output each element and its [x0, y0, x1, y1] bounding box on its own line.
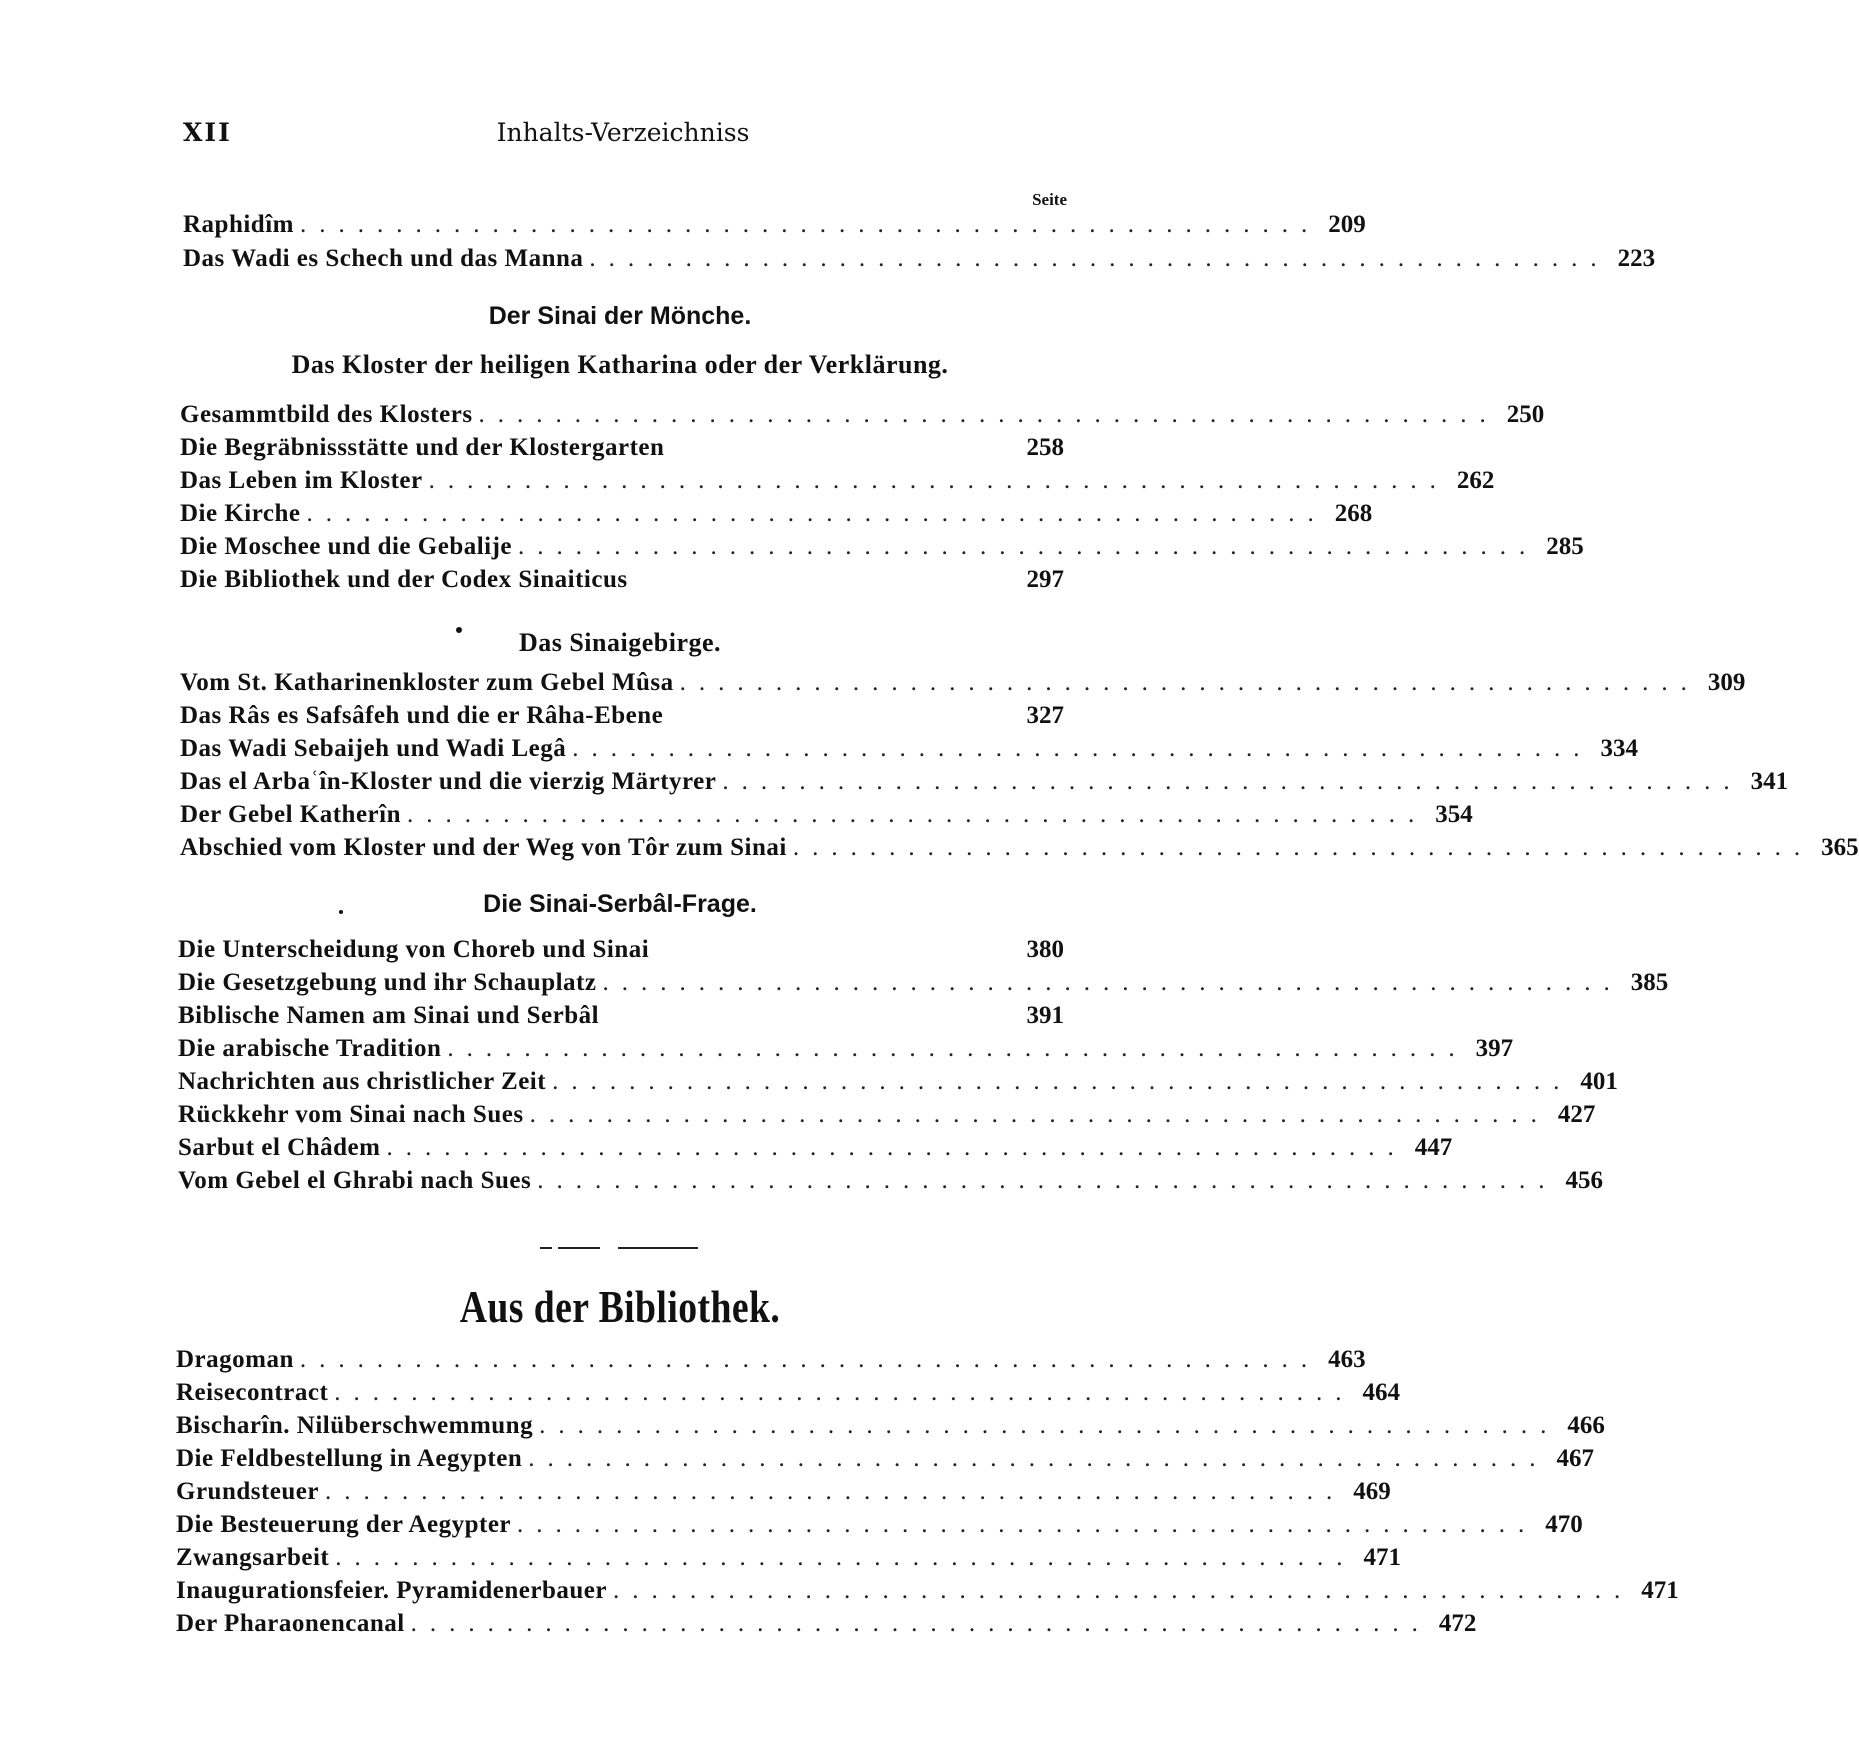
toc-entry — [178, 1034, 1514, 1064]
entry-title: Zwangsarbeit — [176, 1544, 330, 1571]
dot-leader: ..................................................... — [792, 834, 1814, 861]
entry-title: Nachrichten aus christlicher Zeit — [178, 1068, 547, 1095]
entry-title: Die Feldbestellung in Aegypten — [176, 1445, 523, 1472]
entry-title: Bischarîn. Nilüberschwemmung — [176, 1412, 534, 1439]
dot-leader: ..................................................... — [335, 1544, 1356, 1571]
dot-leader: ..................................................... — [447, 1035, 1468, 1062]
toc-entry — [183, 210, 1366, 240]
toc-entry — [176, 1444, 1595, 1474]
entry-page: 334 — [1600, 735, 1638, 762]
entry-title: Vom Gebel el Ghrabi nach Sues — [178, 1167, 532, 1194]
dot-leader: ..................................................... — [478, 401, 1499, 428]
toc-entry — [178, 968, 1669, 998]
entry-page: 262 — [1456, 467, 1495, 494]
dot-leader: ..................................................... — [299, 1346, 1321, 1373]
page-number-roman: XII — [183, 118, 232, 147]
dot-leader: ..................................................... — [602, 969, 1623, 996]
dot-leader: ..................................................... — [612, 1577, 1634, 1604]
entry-title: Inaugurationsfeier. Pyramidenerbauer — [176, 1577, 607, 1604]
entry-page: 456 — [1565, 1167, 1603, 1194]
toc-entry — [178, 1067, 1618, 1097]
entry-title: Die Gesetzgebung und ihr Schauplatz — [178, 969, 597, 996]
entry-page: 463 — [1328, 1346, 1366, 1373]
entry-title: Grundsteuer — [176, 1478, 319, 1505]
dot-leader: ..................................................... — [325, 1478, 1346, 1505]
entry-page: 209 — [1328, 211, 1366, 238]
toc-entry — [180, 701, 1064, 731]
entry-title: Der Pharaonencanal — [176, 1610, 405, 1637]
entry-page: 471 — [1641, 1577, 1679, 1604]
entry-page: 250 — [1506, 401, 1545, 428]
dot-leader: ..................................................... — [537, 1167, 1558, 1194]
dot-leader: ..................................................... — [334, 1379, 1355, 1406]
toc-entry — [178, 1166, 1603, 1196]
toc-entry — [180, 833, 1859, 863]
dot-leader: ..................................................... — [572, 735, 1593, 762]
toc-entry — [176, 1510, 1583, 1540]
toc-entry — [180, 499, 1373, 529]
toc-entry — [176, 1477, 1391, 1507]
dot-leader: ..................................................... — [517, 1511, 1538, 1538]
entry-title: Die arabische Tradition — [178, 1035, 442, 1062]
entry-title: Die Unterscheidung von Choreb und Sinai — [178, 936, 650, 963]
dot-leader: ..................................................... — [407, 801, 1428, 828]
entry-page: 447 — [1414, 1134, 1453, 1161]
toc-entry — [178, 935, 1064, 965]
toc-entry — [180, 565, 1064, 595]
section-heading-major: Aus der Bibliothek. — [459, 1281, 781, 1332]
entry-page: 285 — [1546, 533, 1584, 560]
entry-page: 469 — [1353, 1478, 1391, 1505]
entry-page: 391 — [1026, 1002, 1064, 1029]
divider-rule — [558, 1247, 600, 1249]
entry-title: Biblische Namen am Sinai und Serbâl — [178, 1002, 600, 1029]
entry-title: Gesammtbild des Klosters — [180, 401, 473, 428]
entry-page: 385 — [1630, 969, 1669, 996]
toc-entry — [178, 1133, 1453, 1163]
entry-title: Das Wadi es Schech und das Manna — [183, 245, 584, 272]
entry-title: Rückkehr vom Sinai nach Sues — [178, 1101, 524, 1128]
entry-page: 380 — [1026, 936, 1064, 963]
dot-leader: ..................................................... — [518, 533, 1539, 560]
entry-page: 223 — [1617, 245, 1656, 272]
toc-entry — [180, 734, 1638, 764]
entry-title: Die Begräbnissstätte und der Klostergarten — [180, 434, 665, 461]
section-heading: Der Sinai der Mönche. — [488, 302, 752, 330]
entry-title: Reisecontract — [176, 1379, 329, 1406]
toc-entry — [176, 1609, 1477, 1639]
toc-entry — [180, 668, 1746, 698]
entry-page: 466 — [1567, 1412, 1605, 1439]
entry-title: Der Gebel Katherîn — [180, 801, 401, 828]
entry-title: Sarbut el Châdem — [178, 1134, 381, 1161]
toc-entry — [180, 400, 1545, 430]
entry-page: 464 — [1362, 1379, 1401, 1406]
entry-title: Dragoman — [176, 1346, 294, 1373]
entry-page: 427 — [1557, 1101, 1596, 1128]
entry-title: Das Leben im Kloster — [180, 467, 423, 494]
entry-title: Vom St. Katharinenkloster zum Gebel Mûsa — [180, 669, 674, 696]
dot-leader: ..................................................... — [410, 1610, 1431, 1637]
dot-leader: ..................................................... — [539, 1412, 1560, 1439]
dot-leader: ..................................................... — [306, 500, 1327, 527]
toc-entry — [183, 244, 1656, 274]
dot-leader: ..................................................... — [428, 467, 1449, 494]
section-heading: Das Sinaigebirge. — [518, 628, 722, 657]
toc-entry — [180, 466, 1495, 496]
entry-page: 470 — [1545, 1511, 1583, 1538]
entry-title: Die Moschee und die Gebalije — [180, 533, 513, 560]
dot-leader: ..................................................... — [679, 669, 1700, 696]
entry-page: 472 — [1438, 1610, 1477, 1637]
entry-page: 401 — [1580, 1068, 1618, 1095]
toc-entry — [176, 1543, 1401, 1573]
entry-page: 327 — [1026, 702, 1064, 729]
toc-entry — [178, 1100, 1596, 1130]
entry-title: Das Râs es Safsâfeh und die er Râha-Ebene — [180, 702, 664, 729]
entry-page: 341 — [1750, 768, 1789, 795]
running-title: Inhalts-Verzeichniss — [496, 118, 750, 147]
section-subheading: Das Kloster der heiligen Katharina oder der Verklärung. — [291, 350, 949, 379]
toc-entry — [180, 800, 1473, 830]
page-header — [183, 118, 1063, 152]
toc-entry — [176, 1378, 1401, 1408]
toc-entry — [178, 1001, 1064, 1031]
toc-entry — [180, 767, 1789, 797]
entry-title: Abschied vom Kloster und der Weg von Tôr zum Sinai — [180, 834, 787, 861]
dot-leader: ..................................................... — [529, 1101, 1550, 1128]
toc-entry — [176, 1411, 1605, 1441]
dot-leader: ..................................................... — [722, 768, 1743, 795]
entry-page: 268 — [1334, 500, 1373, 527]
entry-page: 365 — [1821, 834, 1859, 861]
entry-page: 309 — [1707, 669, 1746, 696]
toc-entry — [176, 1576, 1679, 1606]
section-heading: Die Sinai-Serbâl-Frage. — [483, 890, 757, 918]
dot-leader: ..................................................... — [386, 1134, 1407, 1161]
dot-leader: ..................................................... — [299, 211, 1321, 238]
entry-title: Raphidîm — [183, 211, 294, 238]
toc-entry — [176, 1345, 1366, 1375]
entry-title: Die Bibliothek und der Codex Sinaiticus — [180, 566, 628, 593]
entry-page: 354 — [1435, 801, 1473, 828]
entry-title: Die Besteuerung der Aegypter — [176, 1511, 512, 1538]
entry-page: 297 — [1026, 566, 1064, 593]
divider-dash — [540, 1247, 552, 1249]
entry-page: 467 — [1556, 1445, 1595, 1472]
dot-leader: ..................................................... — [552, 1068, 1573, 1095]
dot-leader: ..................................................... — [528, 1445, 1549, 1472]
entry-title: Das Wadi Sebaijeh und Wadi Legâ — [180, 735, 567, 762]
entry-title: Die Kirche — [180, 500, 301, 527]
seite-label: Seite — [1032, 190, 1067, 209]
toc-entry — [180, 532, 1584, 562]
dot-leader: ..................................................... — [589, 245, 1610, 272]
divider-rule — [618, 1247, 698, 1249]
entry-title: Das el Arbaʿîn-Kloster und die vierzig Märtyrer — [180, 768, 717, 795]
entry-page: 471 — [1363, 1544, 1401, 1571]
toc-entry — [180, 433, 1064, 463]
entry-page: 258 — [1026, 434, 1064, 461]
entry-page: 397 — [1475, 1035, 1514, 1062]
